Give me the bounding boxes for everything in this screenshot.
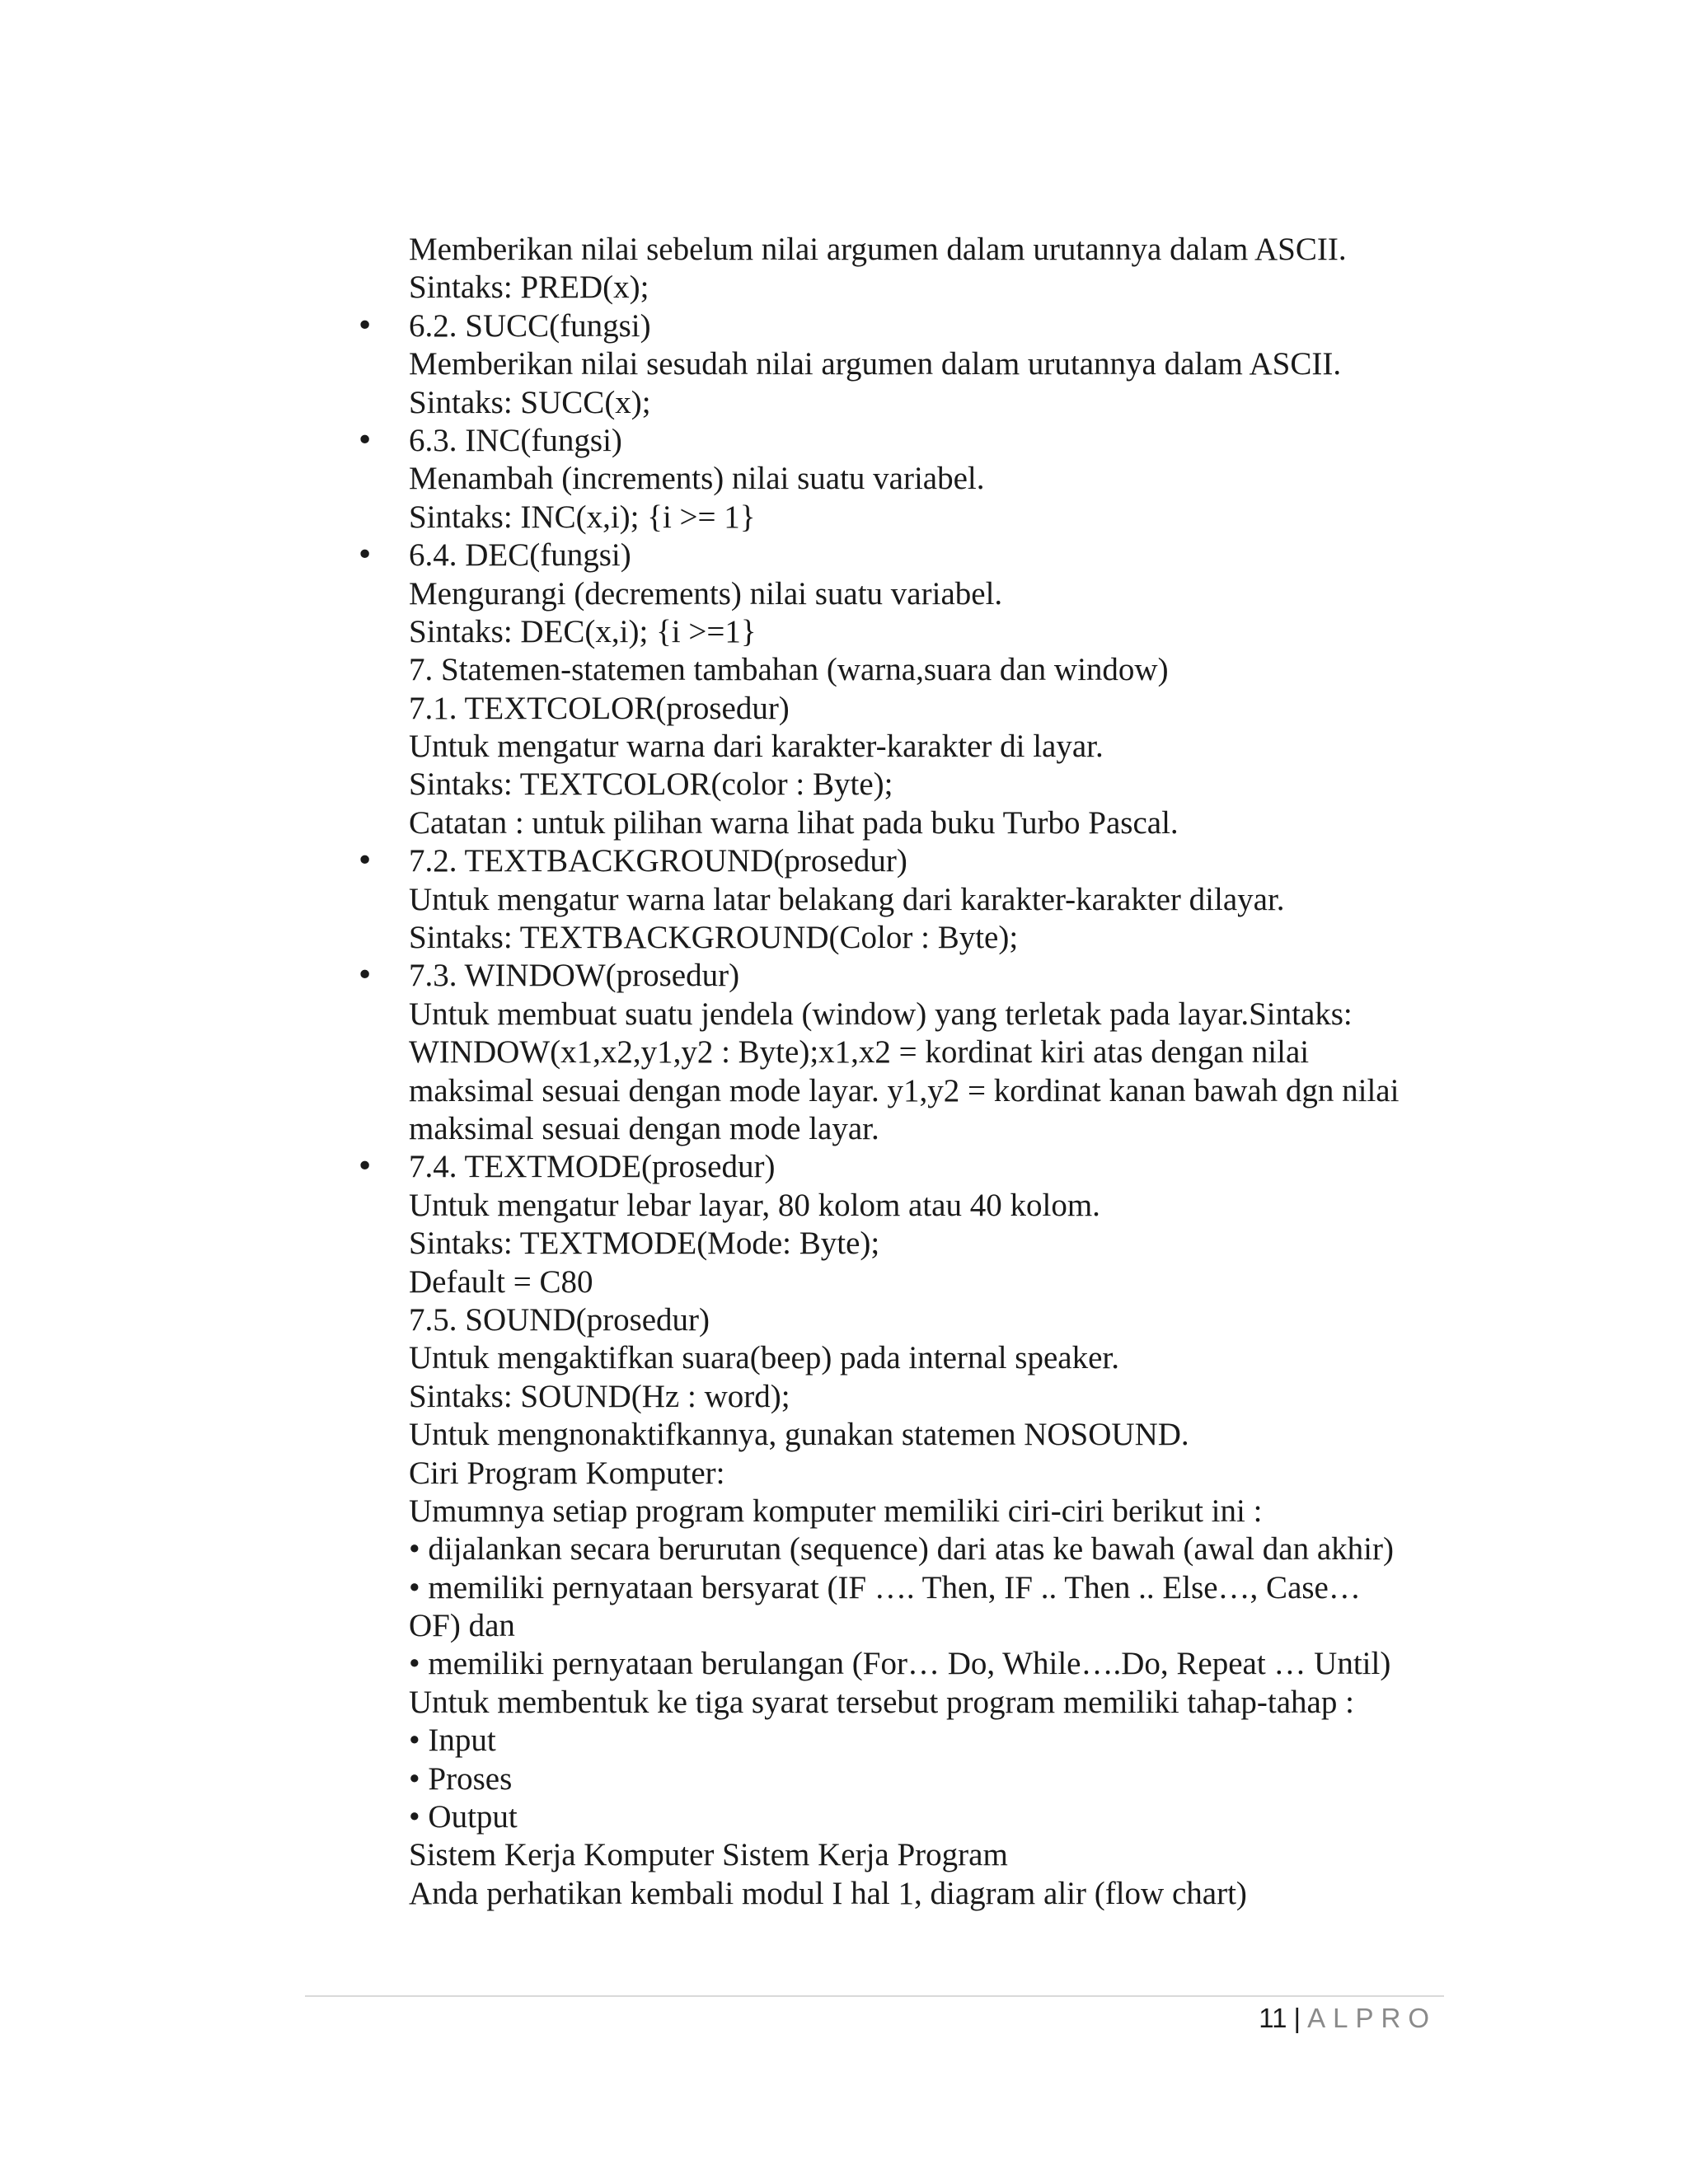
line-text: Sintaks: PRED(x);: [409, 269, 649, 306]
text-line: [0, 1722, 1688, 1760]
bullet-icon: •: [356, 958, 374, 993]
text-line: [0, 1378, 1688, 1416]
line-text: 6.3. INC(fungsi): [409, 422, 622, 458]
line-text: Memberikan nilai sesudah nilai argumen dalam urutannya dalam ASCII.: [409, 346, 1342, 382]
footer-title: ALPRO: [1307, 2003, 1437, 2033]
line-text: • Output: [409, 1799, 518, 1835]
line-text: Memberikan nilai sebelum nilai argumen dalam urutannya dalam ASCII.: [409, 232, 1347, 267]
text-line: [0, 1225, 1688, 1263]
line-text: Sistem Kerja Komputer Sistem Kerja Program: [409, 1837, 1008, 1873]
text-line: [0, 1301, 1688, 1339]
text-line: [0, 881, 1688, 919]
bullet-icon: •: [356, 423, 374, 457]
line-text: Untuk mengaktifkan suara(beep) pada internal speaker.: [409, 1340, 1119, 1376]
text-line: [0, 1607, 1688, 1645]
text-line: [0, 651, 1688, 689]
text-line: [0, 728, 1688, 766]
line-text: 7.5. SOUND(prosedur): [409, 1301, 710, 1338]
line-text: Sintaks: DEC(x,i); {i >=1}: [409, 613, 757, 649]
page-footer: [1259, 2003, 1437, 2034]
text-line: [0, 1187, 1688, 1225]
text-line: [0, 919, 1688, 957]
line-text: Untuk mengatur warna dari karakter-karakter di layar.: [409, 729, 1104, 765]
text-line: [0, 1110, 1688, 1148]
text-line: [0, 1416, 1688, 1454]
line-text: Anda perhatikan kembali modul I hal 1, diagram alir (flow chart): [409, 1875, 1247, 1911]
footer-divider: [305, 1995, 1444, 1997]
text-line: [0, 1798, 1688, 1836]
line-text: Sintaks: TEXTBACKGROUND(Color : Byte);: [409, 920, 1019, 956]
line-text: Untuk membuat suatu jendela (window) yang terletak pada layar.Sintaks:: [409, 996, 1353, 1032]
text-line: [0, 690, 1688, 728]
line-text: maksimal sesuai dengan mode layar.: [409, 1110, 879, 1146]
line-text: Mengurangi (decrements) nilai suatu variabel.: [409, 575, 1003, 612]
line-text: Umumnya setiap program komputer memiliki ciri-ciri berikut ini :: [409, 1493, 1263, 1529]
text-line: [0, 499, 1688, 537]
line-text: • dijalankan secara berurutan (sequence) dari atas ke bawah (awal dan akhir): [409, 1531, 1394, 1568]
line-text: • Proses: [409, 1760, 513, 1797]
line-text: Sintaks: SUCC(x);: [409, 384, 651, 420]
text-line: [0, 575, 1688, 613]
line-text: Menambah (increments) nilai suatu variabel.: [409, 461, 985, 497]
line-text: Sintaks: TEXTMODE(Mode: Byte);: [409, 1226, 880, 1262]
line-text: maksimal sesuai dengan mode layar. y1,y2 = kordinat kanan bawah dgn nilai: [409, 1072, 1400, 1108]
text-line: [0, 1455, 1688, 1493]
bullet-icon: •: [356, 1150, 374, 1184]
line-text: 6.2. SUCC(fungsi): [409, 307, 651, 344]
line-text: • memiliki pernyataan bersyarat (IF …. Then, IF .. Then .. Else…, Case…: [409, 1569, 1361, 1605]
bullet-icon: •: [356, 538, 374, 573]
text-line: [0, 1875, 1688, 1913]
bulleted-text-line: [0, 422, 1688, 460]
bulleted-text-line: [0, 842, 1688, 880]
line-text: 7.1. TEXTCOLOR(prosedur): [409, 690, 790, 726]
text-line: [0, 1530, 1688, 1568]
line-text: WINDOW(x1,x2,y1,y2 : Byte);x1,x2 = kordinat kiri atas dengan nilai: [409, 1034, 1310, 1071]
footer-separator: |: [1293, 2003, 1301, 2033]
text-line: [0, 1645, 1688, 1683]
line-text: 6.4. DEC(fungsi): [409, 537, 631, 574]
text-line: [0, 384, 1688, 422]
line-text: Untuk mengatur lebar layar, 80 kolom atau 40 kolom.: [409, 1187, 1100, 1223]
line-text: Untuk mengnonaktifkannya, gunakan statemen NOSOUND.: [409, 1417, 1189, 1453]
text-line: [0, 804, 1688, 842]
page-number: 11: [1259, 2003, 1287, 2033]
line-text: • Input: [409, 1722, 496, 1759]
line-text: 7.4. TEXTMODE(prosedur): [409, 1149, 776, 1185]
bulleted-text-line: [0, 1148, 1688, 1186]
text-line: [0, 1072, 1688, 1110]
line-text: Catatan : untuk pilihan warna lihat pada buku Turbo Pascal.: [409, 804, 1179, 841]
text-line: [0, 460, 1688, 498]
line-text: 7. Statemen-statemen tambahan (warna,suara dan window): [409, 652, 1169, 688]
bullet-icon: •: [356, 308, 374, 343]
line-text: 7.2. TEXTBACKGROUND(prosedur): [409, 843, 907, 879]
line-text: Sintaks: TEXTCOLOR(color : Byte);: [409, 766, 893, 803]
bullet-icon: •: [356, 844, 374, 879]
line-text: OF) dan: [409, 1608, 515, 1644]
line-text: Untuk membentuk ke tiga syarat tersebut program memiliki tahap-tahap :: [409, 1684, 1354, 1720]
text-line: [0, 1339, 1688, 1377]
line-text: Untuk mengatur warna latar belakang dari karakter-karakter dilayar.: [409, 881, 1285, 917]
text-line: [0, 231, 1688, 269]
text-line: [0, 1493, 1688, 1530]
text-line: [0, 1760, 1688, 1798]
text-line: [0, 269, 1688, 307]
text-line: [0, 1263, 1688, 1301]
bulleted-text-line: [0, 537, 1688, 574]
line-text: 7.3. WINDOW(prosedur): [409, 958, 740, 994]
line-text: Sintaks: SOUND(Hz : word);: [409, 1378, 790, 1414]
text-line: [0, 1684, 1688, 1722]
bulleted-text-line: [0, 957, 1688, 995]
text-line: [0, 766, 1688, 804]
document-body: [0, 231, 1688, 1913]
line-text: • memiliki pernyataan berulangan (For… Do, While….Do, Repeat … Until): [409, 1646, 1391, 1682]
text-line: [0, 996, 1688, 1033]
line-text: Sintaks: INC(x,i); {i >= 1}: [409, 499, 756, 535]
bulleted-text-line: [0, 307, 1688, 345]
text-line: [0, 1033, 1688, 1071]
text-line: [0, 613, 1688, 651]
line-text: Ciri Program Komputer:: [409, 1455, 725, 1491]
line-text: Default = C80: [409, 1263, 593, 1300]
text-line: [0, 1836, 1688, 1874]
text-line: [0, 345, 1688, 383]
text-line: [0, 1569, 1688, 1607]
